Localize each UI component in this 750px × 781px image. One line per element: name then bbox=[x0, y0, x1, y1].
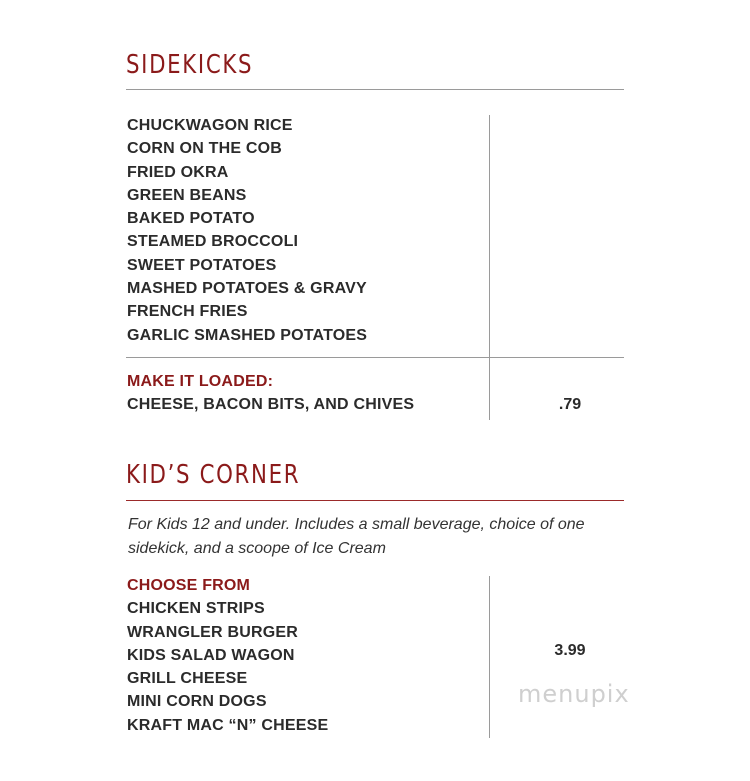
list-item: KIDS SALAD WAGON bbox=[127, 646, 295, 664]
list-item: BAKED POTATO bbox=[127, 210, 255, 228]
list-item: GREEN BEANS bbox=[127, 186, 247, 204]
list-item: CHICKEN STRIPS bbox=[127, 600, 265, 618]
make-it-loaded-item: CHEESE, BACON BITS, AND CHIVES bbox=[127, 396, 415, 414]
sidekicks-loaded-rule bbox=[126, 357, 624, 358]
list-item: GARLIC SMASHED POTATOES bbox=[127, 326, 368, 344]
kids-corner-title: KID’S CORNER bbox=[126, 460, 301, 490]
list-item: FRIED OKRA bbox=[127, 163, 229, 181]
list-item: MINI CORN DOGS bbox=[127, 693, 267, 711]
list-item: CHUCKWAGON RICE bbox=[127, 117, 293, 134]
kids-corner-price: 3.99 bbox=[554, 642, 586, 659]
list-item: WRANGLER BURGER bbox=[127, 623, 298, 641]
sidekicks-column-divider bbox=[489, 115, 490, 420]
list-item: CORN ON THE COB bbox=[127, 140, 282, 158]
list-item: GRILL CHEESE bbox=[127, 670, 248, 688]
make-it-loaded-block bbox=[127, 370, 414, 417]
kids-corner-description: For Kids 12 and under. Includes a small beverage, choice of one sidekick, and a scoope of Ice Cream bbox=[128, 516, 585, 557]
make-it-loaded-heading: MAKE IT LOADED: bbox=[127, 373, 274, 390]
kids-corner-list bbox=[127, 574, 328, 737]
kids-corner-column-divider bbox=[489, 576, 490, 738]
kids-corner-title-rule bbox=[126, 500, 624, 501]
list-item: STEAMED BROCCOLI bbox=[127, 233, 299, 251]
list-item: MASHED POTATOES & GRAVY bbox=[127, 280, 367, 298]
sidekicks-title-rule bbox=[126, 89, 624, 90]
list-item: FRENCH FRIES bbox=[127, 303, 248, 321]
menupix-watermark: menupix bbox=[518, 680, 630, 708]
list-item: KRAFT MAC “N” CHEESE bbox=[127, 716, 329, 734]
sidekicks-list bbox=[127, 114, 367, 347]
list-item: SWEET POTATOES bbox=[127, 256, 277, 274]
sidekicks-title: SIDEKICKS bbox=[126, 50, 254, 80]
make-it-loaded-price: .79 bbox=[558, 396, 582, 413]
choose-from-heading: CHOOSE FROM bbox=[127, 577, 251, 594]
